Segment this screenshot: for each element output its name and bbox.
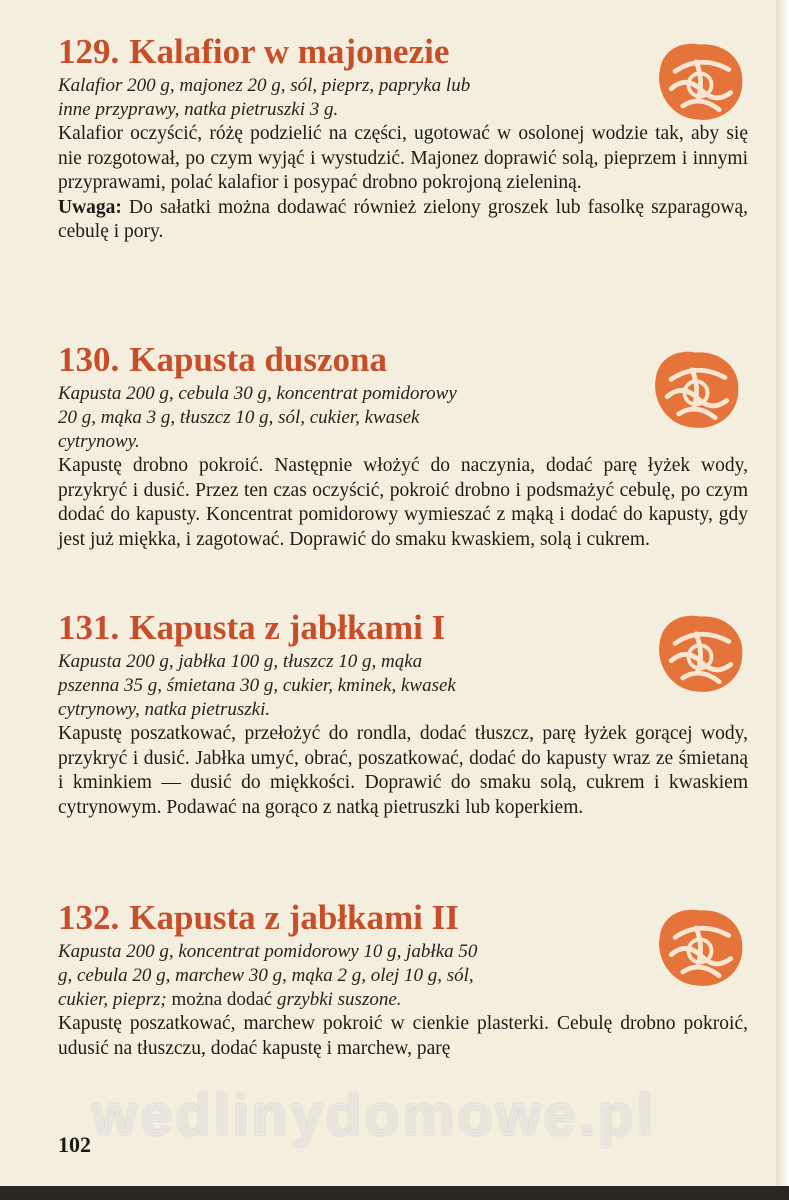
recipe-title	[58, 896, 748, 940]
note-label: Uwaga:	[58, 196, 122, 218]
scan-border	[0, 1186, 789, 1200]
recipe-131	[58, 606, 748, 820]
method-text: Kapustę drobno pokroić. Następnie włożyć do naczynia, dodać parę łyżek wody, przykryć i dusić. Przez ten czas oczyścić, pokroić drobno i podsmażyć cebulę, po czym dodać do kapusty. Koncentrat pomidorowy wymieszać z mąką i dodać do kapusty, gdy jest już miękka, i zagotować. Doprawić do smaku kwaskiem, solą i cukrem.	[58, 455, 748, 550]
recipe-title	[58, 606, 748, 650]
ingredients-optional-label: można dodać	[171, 989, 273, 1010]
recipe-name: Kalafior w majonezie	[129, 32, 450, 71]
recipe-name: Kapusta z jabłkami I	[129, 608, 446, 647]
recipe-title	[58, 338, 748, 382]
ingredients-list: Kalafior 200 g, majonez 20 g, sól, pieprz, papryka lub inne przyprawy, natka pietruszki 3 g.	[58, 75, 471, 120]
recipe-132	[58, 896, 748, 1061]
ingredients-list: Kapusta 200 g, cebula 30 g, koncentrat pomidorowy 20 g, mąka 3 g, tłuszcz 10 g, sól, cukier, kwasek cytrynowy.	[58, 383, 457, 452]
ingredients-optional: grzybki suszone.	[276, 989, 402, 1010]
ingredients-list	[58, 940, 478, 1012]
cabbage-icon	[648, 344, 744, 434]
watermark: wedlinydomowe.pl	[92, 1083, 656, 1148]
recipe-note	[58, 196, 748, 245]
recipe-number: 130.	[58, 340, 120, 379]
recipe-130	[58, 338, 748, 552]
cabbage-icon	[652, 608, 748, 698]
recipe-number: 129.	[58, 32, 120, 71]
method-text: Kapustę poszatkować, przełożyć do rondla, dodać tłuszcz, parę łyżek gorącej wody, przykryć i dusić. Jabłka umyć, obrać, poszatkować, dodać do kapusty wraz ze śmietaną i kminkiem — dusić do miękkości. Doprawić do smaku solą, cukrem i kwaskiem cytrynowym. Podawać na gorąco z natką pietruszki lub koperkiem.	[58, 723, 748, 818]
method-text: Kapustę poszatkować, marchew pokroić w cienkie plasterki. Cebulę drobno pokroić, udusić na tłuszczu, dodać kapustę i marchew, parę	[58, 1013, 748, 1059]
cabbage-icon	[652, 36, 748, 126]
page-number: 102	[58, 1132, 91, 1157]
recipe-number: 131.	[58, 608, 120, 647]
page-edge	[776, 0, 789, 1200]
cabbage-icon	[652, 902, 748, 992]
note-text: Do sałatki można dodawać również zielony groszek lub fasolkę szparagową, cebulę i pory.	[58, 196, 748, 242]
recipe-title	[58, 30, 748, 74]
recipe-name: Kapusta z jabłkami II	[129, 898, 459, 937]
recipe-name: Kapusta duszona	[129, 340, 387, 379]
ingredients-main: Kapusta 200 g, koncentrat pomidorowy 10 g, jabłka 50 g, cebula 20 g, marchew 30 g, mąka 2 g, olej 10 g, sól, cukier, pieprz;	[58, 941, 478, 1010]
ingredients-list: Kapusta 200 g, jabłka 100 g, tłuszcz 10 g, mąka pszenna 35 g, śmietana 30 g, cukier, kminek, kwasek cytrynowy, natka pietruszki.	[58, 651, 456, 720]
method-text: Kalafior oczyścić, różę podzielić na części, ugotować w osolonej wodzie tak, aby się nie rozgotował, po czym wyjąć i wystudzić. Majonez doprawić solą, pieprzem i innymi przyprawami, polać kalafior i posypać drobno pokrojoną zieleniną.	[58, 123, 748, 193]
recipe-number: 132.	[58, 898, 120, 937]
recipe-129	[58, 30, 748, 245]
